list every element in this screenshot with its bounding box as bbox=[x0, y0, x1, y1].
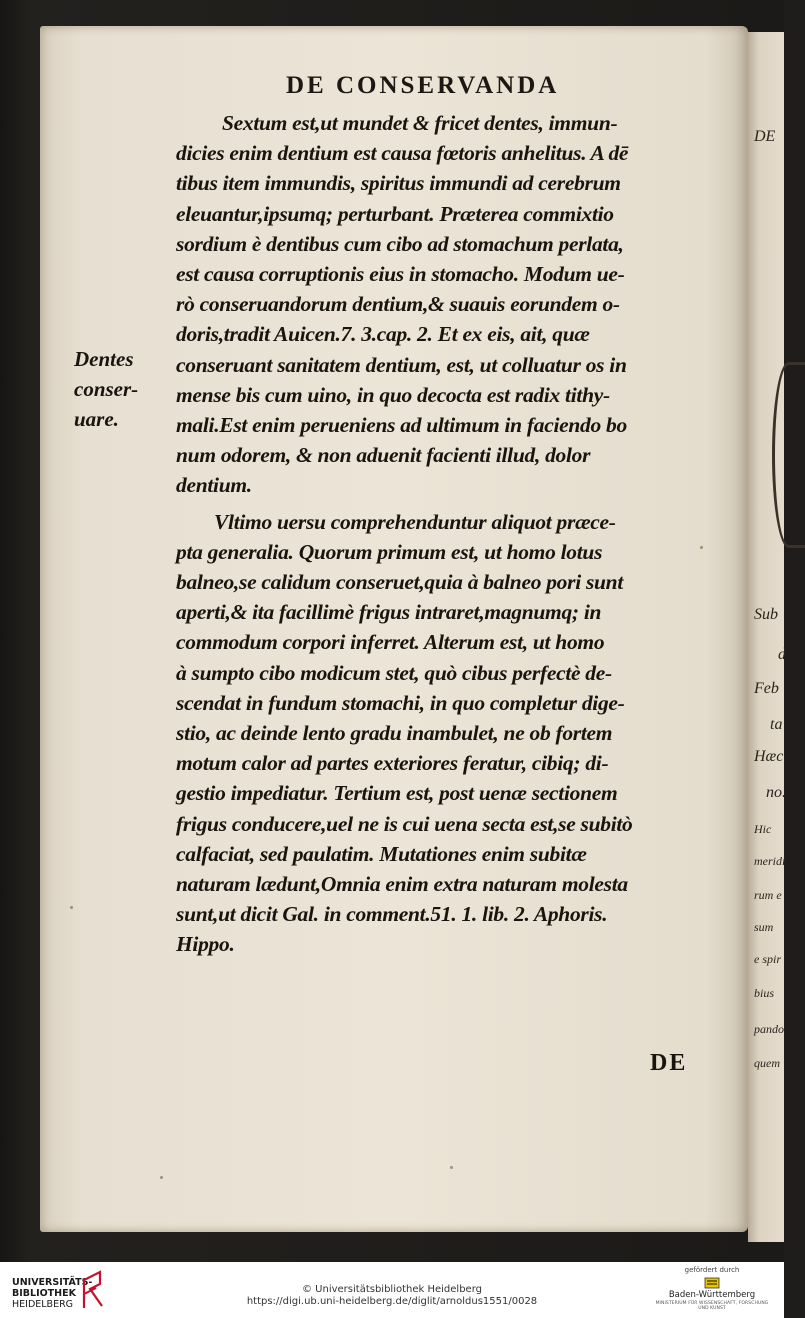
text-line: sordium è dentibus cum cibo ad stomachum perlata, bbox=[176, 231, 624, 256]
text-line: Vltimo uersu comprehenduntur aliquot præce- bbox=[214, 509, 616, 534]
ornament-fragment bbox=[772, 362, 805, 548]
facing-text-fragment: ta bbox=[770, 716, 783, 733]
running-heading: DE CONSERVANDA bbox=[286, 72, 560, 99]
text-line: Sextum est,ut mundet & fricet dentes, immun- bbox=[222, 111, 618, 135]
text-line: sunt,ut dicit Gal. in comment.51. 1. lib. 2. Aphoris. bbox=[176, 902, 608, 927]
sponsor-label: gefördert durch bbox=[684, 1266, 740, 1274]
text-line: rò conseruandorum dentium,& suauis eorundem o- bbox=[176, 292, 620, 317]
body-text bbox=[176, 108, 710, 960]
facing-text-fragment: Hæc bbox=[754, 748, 784, 765]
text-line: doris,tradit Auicen.7. 3.cap. 2. Et ex eis, ait, quæ bbox=[176, 322, 590, 347]
text-line: stio, ac deinde lento gradu inambulet, ne ob fortem bbox=[176, 721, 613, 746]
text-line: aperti,& ita facillimè frigus intraret,magnumq; in bbox=[176, 600, 602, 625]
facing-text-fragment: DE bbox=[754, 128, 776, 145]
text-line: dicies enim dentium est causa fœtoris anhelitus. A dē bbox=[176, 141, 629, 166]
marginal-note-line: conser- bbox=[74, 377, 139, 401]
text-line: naturam lædunt,Omnia enim extra naturam molesta bbox=[176, 872, 628, 897]
state-crest-icon bbox=[702, 1276, 722, 1290]
text-line: dentium. bbox=[176, 473, 252, 498]
facing-text-fragment: meridi bbox=[754, 854, 786, 868]
permalink-url[interactable]: https://digi.ub.uni-heidelberg.de/diglit/arnoldus1551/0028 bbox=[246, 1296, 538, 1307]
facing-page-edge bbox=[748, 32, 784, 1242]
paper-speck bbox=[70, 906, 73, 909]
facing-text-fragment: bius bbox=[754, 986, 775, 1000]
copyright-text: © Universitätsbibliothek Heidelberg bbox=[301, 1284, 482, 1295]
sponsor-ministry: MINISTERIUM FÜR WISSENSCHAFT, FORSCHUNG UND KUNST bbox=[655, 1301, 769, 1311]
facing-text-fragment: Sub bbox=[754, 606, 778, 623]
text-line: scendat in fundum stomachi, in quo completur dige- bbox=[176, 690, 625, 715]
text-line: eleuantur,ipsumq; perturbant. Præterea commixtio bbox=[176, 201, 614, 226]
sponsor-block[interactable] bbox=[652, 1266, 772, 1311]
text-line: gestio impediatur. Tertium est, post uenæ sectionem bbox=[176, 781, 618, 806]
sponsor-name: Baden-Württemberg bbox=[668, 1290, 756, 1300]
text-line: frigus conducere,uel ne is cui uena secta est,se subitò bbox=[176, 811, 633, 836]
text-line: est causa corruptionis eius in stomacho. Modum ue- bbox=[176, 262, 625, 287]
paragraph-2 bbox=[176, 507, 710, 960]
text-line: calfaciat, sed paulatim. Mutationes enim subitæ bbox=[176, 841, 587, 866]
paper-speck bbox=[160, 1176, 163, 1179]
text-line: mali.Est enim perueniens ad ultimum in faciendo bo bbox=[176, 413, 627, 438]
marginal-note-line: Dentes bbox=[74, 347, 134, 371]
catchword: DE bbox=[650, 1050, 688, 1076]
text-line: mense bis cum uino, in quo decocta est radix tithy- bbox=[176, 382, 610, 407]
text-line: motum calor ad partes exteriores feratur, cibiq; di- bbox=[176, 751, 609, 776]
text-line: num odorem, & non aduenit facienti illud, dolor bbox=[176, 443, 591, 468]
text-line: Hippo. bbox=[176, 932, 235, 957]
facing-text-fragment: Feb bbox=[754, 680, 779, 697]
facing-text-fragment: pando bbox=[754, 1022, 784, 1036]
facing-text-fragment: Hic bbox=[754, 822, 772, 836]
marginal-note-line: uare. bbox=[74, 407, 119, 431]
facing-text-fragment: d bbox=[778, 646, 786, 663]
facing-text-fragment: rum e bbox=[754, 888, 782, 902]
text-line: à sumpto cibo modicum stet, quò cibus perfectè de- bbox=[176, 660, 612, 685]
facing-text-fragment: sum bbox=[754, 920, 774, 934]
text-line: commodum corpori inferret. Alterum est, ut homo bbox=[176, 630, 605, 655]
library-name-line: UNIVERSITÄTS- bbox=[12, 1277, 93, 1288]
facing-text-fragment: no. bbox=[766, 784, 786, 801]
marginal-note bbox=[74, 344, 162, 434]
text-line: pta generalia. Quorum primum est, ut homo lotus bbox=[176, 539, 603, 564]
paragraph-1 bbox=[176, 108, 710, 501]
viewer-footer bbox=[0, 1262, 784, 1318]
facing-text-fragment: quem bbox=[754, 1056, 780, 1070]
text-line: tibus item immundis, spiritus immundi ad cerebrum bbox=[176, 171, 621, 196]
text-line: balneo,se calidum conseruet,quia à balneo pori sunt bbox=[176, 570, 624, 595]
library-name-line: BIBLIOTHEK bbox=[12, 1288, 76, 1299]
text-line: conseruant sanitatem dentium, est, ut colluatur os in bbox=[176, 352, 627, 377]
facing-text-fragment: e spir bbox=[754, 952, 781, 966]
paper-speck bbox=[450, 1166, 453, 1169]
library-name-line: HEIDELBERG bbox=[12, 1299, 74, 1310]
